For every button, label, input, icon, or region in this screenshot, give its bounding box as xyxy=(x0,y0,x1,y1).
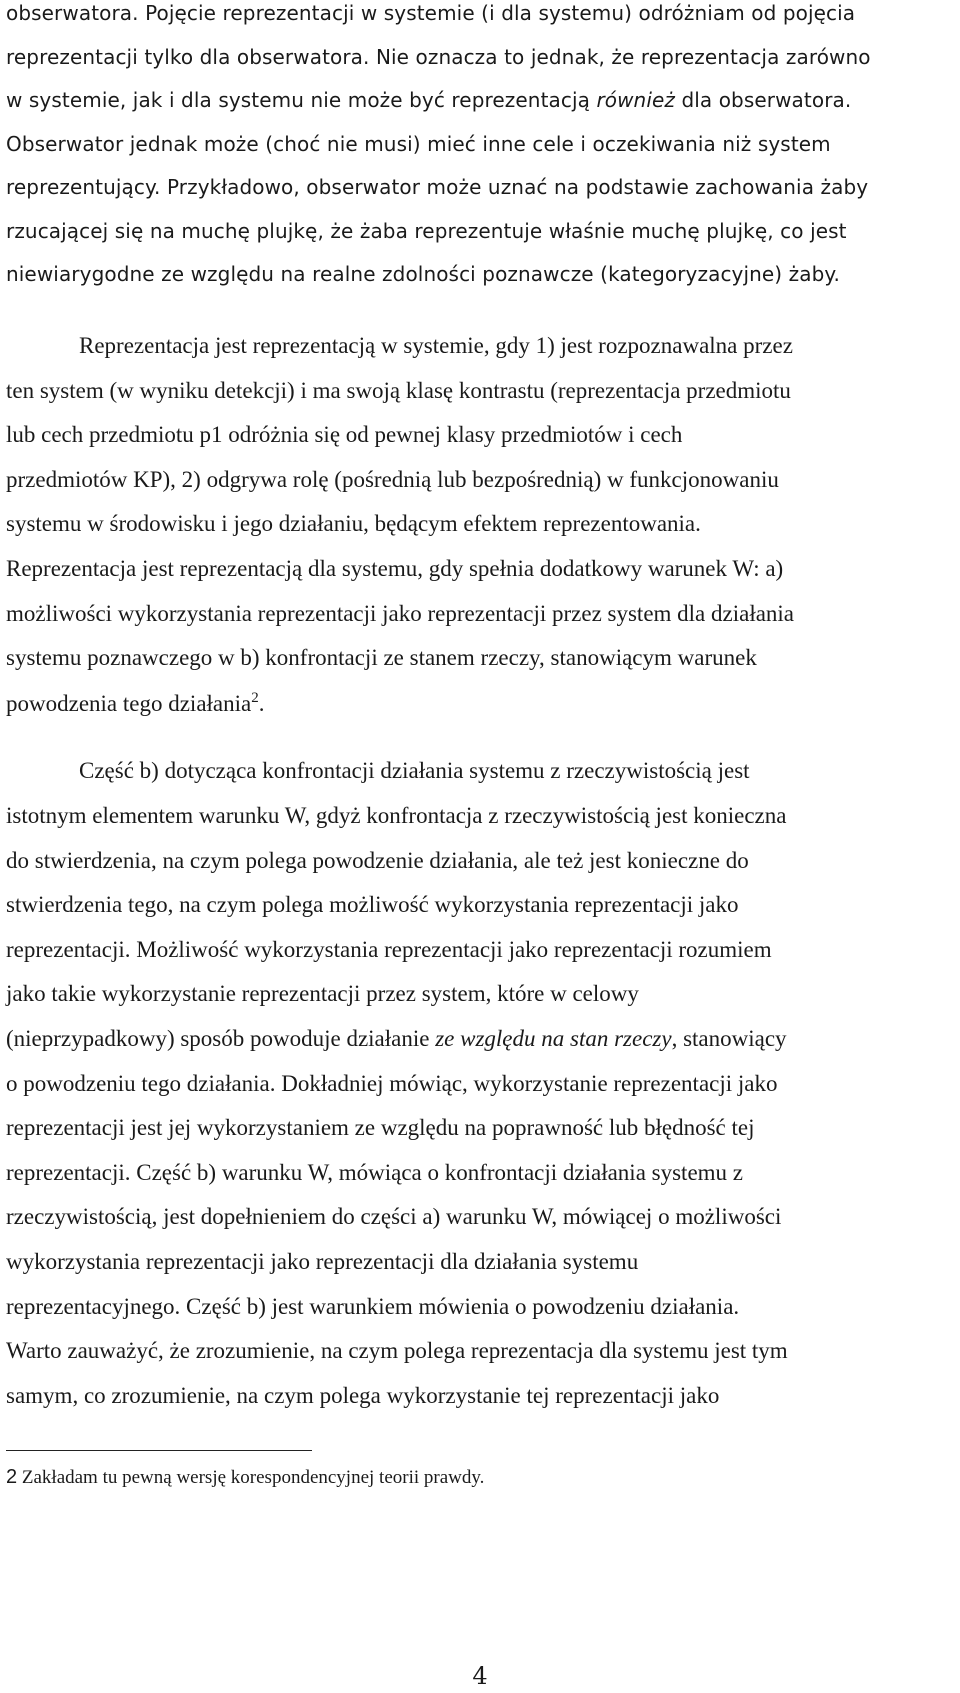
text-run: Reprezentacja jest reprezentacją dla systemu, gdy spełnia dodatkowy warunek W: a) xyxy=(6,556,784,581)
text-line xyxy=(6,468,946,491)
footnote-text: Zakładam tu pewną wersję korespondencyjnej teorii prawdy. xyxy=(17,1467,485,1488)
text-run: rzucającej się na muchę plujkę, że żaba reprezentuje właśnie muchę plujkę, co jest xyxy=(6,218,847,243)
text-line xyxy=(79,334,960,357)
italic-text: ze względu na stan rzeczy xyxy=(435,1026,672,1051)
text-run: ten system (w wyniku detekcji) i ma swoją klasę kontrastu (reprezentacja przedmiotu xyxy=(6,377,791,403)
text-line xyxy=(79,759,960,782)
text-run: jako takie wykorzystanie reprezentacji przez system, które w celowy xyxy=(6,981,639,1007)
text-line xyxy=(6,512,946,535)
text-run: w systemie, jak i dla systemu nie może być reprezentacją xyxy=(6,88,597,112)
text-run: lub cech przedmiotu p1 odróżnia się od pewnej klasy przedmiotów i cech xyxy=(6,422,683,448)
text-line xyxy=(6,1116,946,1139)
text-run: wykorzystania reprezentacji jako reprezentacji dla działania systemu xyxy=(6,1249,639,1274)
text-line xyxy=(6,849,946,872)
footnote-ref: 2 xyxy=(251,689,259,706)
text-line xyxy=(6,1384,946,1407)
text-run: do stwierdzenia, na czym polega powodzenie działania, ale też jest konieczne do xyxy=(6,847,749,873)
text-run: powodzenia tego działania xyxy=(6,690,252,716)
text-line xyxy=(6,90,946,110)
text-run: systemu poznawczego w b) konfrontacji ze stanem rzeczy, stanowiącym warunek xyxy=(6,645,757,671)
text-run: niewiarygodne ze względu na realne zdolności poznawcze (kategoryzacyjne) żaby. xyxy=(6,262,840,286)
footnote xyxy=(6,1466,484,1489)
footnote-separator xyxy=(6,1450,312,1451)
text-run: obserwatora. Pojęcie reprezentacji w systemie (i dla systemu) odróżniam od pojęcia xyxy=(6,1,856,25)
text-run: reprezentacyjnego. Część b) jest warunkiem mówienia o powodzeniu działania. xyxy=(6,1293,740,1319)
italic-text: również xyxy=(596,88,675,112)
text-run: reprezentacji jest jej wykorzystaniem ze względu na poprawność lub błędność tej xyxy=(6,1115,755,1141)
text-line xyxy=(6,264,946,284)
text-line xyxy=(6,938,946,961)
text-line xyxy=(6,44,946,69)
text-line xyxy=(6,646,946,669)
text-line xyxy=(6,379,946,402)
text-run: samym, co zrozumienie, na czym polega wykorzystanie tej reprezentacji jako xyxy=(6,1382,720,1408)
text-run: przedmiotów KP), 2) odgrywa rolę (pośrednią lub bezpośrednią) w funkcjonowaniu xyxy=(6,466,779,492)
text-run: Reprezentacja jest reprezentacją w systemie, gdy 1) jest rozpoznawalna przez xyxy=(79,333,793,358)
page-number: 4 xyxy=(472,1662,488,1690)
text-run: . xyxy=(258,690,265,716)
text-run: Obserwator jednak może (choć nie musi) mieć inne cele i oczekiwania niż system xyxy=(6,131,831,156)
text-run: reprezentacji. Część b) warunku W, mówiąca o konfrontacji działania systemu z xyxy=(6,1159,743,1185)
text-run: Część b) dotycząca konfrontacji działania systemu z rzeczywistością jest xyxy=(79,758,750,784)
text-line xyxy=(6,982,946,1005)
text-line xyxy=(6,1205,946,1228)
text-line xyxy=(6,177,946,197)
text-line xyxy=(6,1072,946,1095)
text-run: reprezentujący. Przykładowo, obserwator może uznać na podstawie zachowania żaby xyxy=(6,175,869,199)
text-run: , stanowiący xyxy=(671,1026,787,1051)
text-line xyxy=(6,1161,946,1184)
text-line xyxy=(6,423,946,446)
text-line xyxy=(6,804,946,827)
text-line xyxy=(6,602,946,625)
text-line xyxy=(6,1339,946,1362)
text-run: istotnym elementem warunku W, gdyż konfrontacja z rzeczywistością jest konieczna xyxy=(6,803,787,828)
text-run: systemu w środowisku i jego działaniu, będącym efektem reprezentowania. xyxy=(6,511,701,537)
footnote-number: 2 xyxy=(6,1466,18,1488)
text-run: dla obserwatora. xyxy=(675,88,852,112)
text-line xyxy=(6,1295,946,1318)
text-run: możliwości wykorzystania reprezentacji jako reprezentacji przez system dla działania xyxy=(6,600,795,626)
text-run: o powodzeniu tego działania. Dokładniej mówiąc, wykorzystanie reprezentacji jako xyxy=(6,1070,778,1096)
text-run: rzeczywistością, jest dopełnieniem do części a) warunku W, mówiącej o możliwości xyxy=(6,1204,782,1230)
text-line xyxy=(6,218,946,243)
text-run: stwierdzenia tego, na czym polega możliwość wykorzystania reprezentacji jako xyxy=(6,892,739,918)
text-run: (nieprzypadkowy) sposób powoduje działanie xyxy=(6,1026,436,1051)
text-run: reprezentacji. Możliwość wykorzystania reprezentacji jako reprezentacji rozumiem xyxy=(6,936,772,962)
text-line xyxy=(6,691,946,715)
text-line xyxy=(6,1250,946,1273)
text-line xyxy=(6,1027,946,1050)
text-line xyxy=(6,893,946,916)
text-run: reprezentacji tylko dla obserwatora. Nie oznacza to jednak, że reprezentacja zarówno xyxy=(6,44,871,69)
text-line xyxy=(6,131,946,156)
text-line xyxy=(6,3,946,23)
text-line xyxy=(6,557,946,580)
text-run: Warto zauważyć, że zrozumienie, na czym polega reprezentacja dla systemu jest tym xyxy=(6,1338,788,1364)
